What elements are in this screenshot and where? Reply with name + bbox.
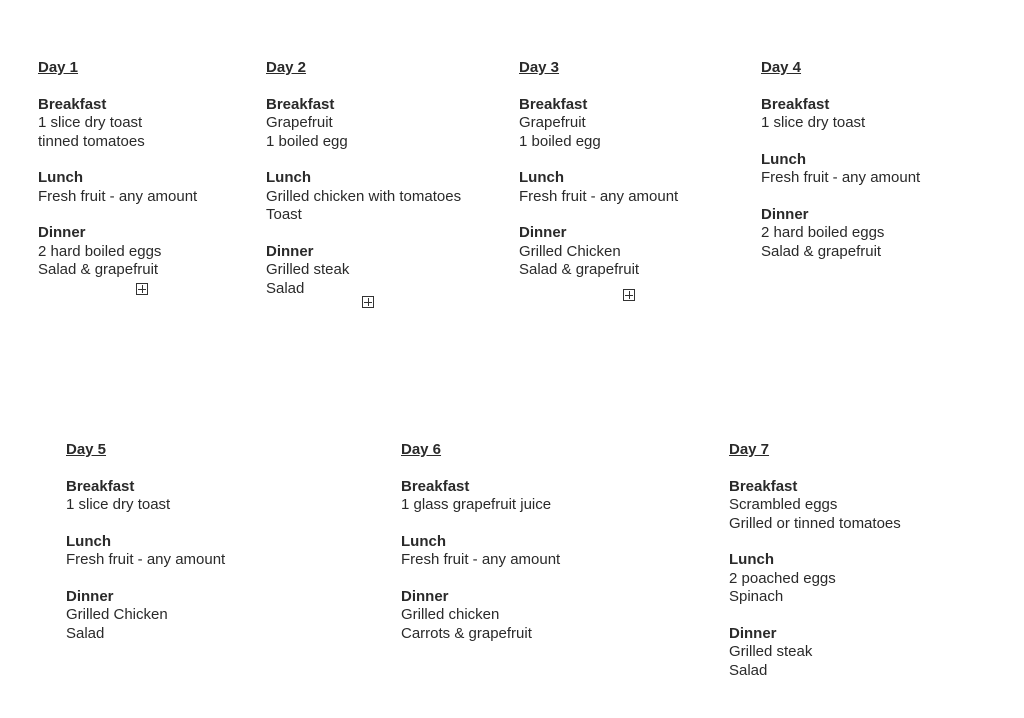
meal-item: Salad & grapefruit <box>38 261 159 278</box>
meal-name: Dinner <box>519 224 567 241</box>
meal-name: Breakfast <box>66 477 135 495</box>
meal-name: Dinner <box>401 587 449 605</box>
plus-box-icon[interactable] <box>136 283 148 295</box>
meal-item: 1 slice dry toast <box>66 496 171 513</box>
meal-dinner <box>519 224 678 280</box>
day-1 <box>38 59 197 298</box>
meal-item: Grilled chicken <box>401 606 500 623</box>
meal-item: Fresh fruit - any amount <box>401 551 561 568</box>
meal-breakfast <box>66 478 225 515</box>
meal-name: Dinner <box>761 205 809 223</box>
meal-lunch <box>266 169 461 225</box>
meal-name: Lunch <box>38 169 83 186</box>
day-title: Day 5 <box>66 441 107 458</box>
meal-item: 1 glass grapefruit juice <box>401 496 552 513</box>
meal-lunch <box>761 151 920 188</box>
meal-item: Scrambled eggs <box>729 496 838 513</box>
meal-breakfast <box>729 478 901 534</box>
meal-lunch <box>38 169 197 206</box>
meal-item: Grilled Chicken <box>519 242 621 260</box>
meal-item: Grilled or tinned tomatoes <box>729 514 901 532</box>
meal-item: 2 hard boiled eggs <box>38 242 162 260</box>
meal-item: Grilled steak <box>266 261 350 278</box>
day-title: Day 3 <box>519 59 560 76</box>
meal-item: 2 poached eggs <box>729 569 836 587</box>
day-4 <box>761 59 920 279</box>
day-2 <box>266 59 461 316</box>
meal-breakfast <box>519 96 678 152</box>
meal-item: Spinach <box>729 588 784 605</box>
meal-item: Fresh fruit - any amount <box>519 187 679 205</box>
meal-name: Lunch <box>266 169 311 186</box>
meal-name: Lunch <box>401 532 446 550</box>
meal-item: 1 boiled egg <box>266 132 348 150</box>
meal-item: 1 slice dry toast <box>761 114 866 131</box>
meal-breakfast <box>38 96 197 152</box>
day-title: Day 6 <box>401 441 442 458</box>
day-title: Day 7 <box>729 441 770 458</box>
meal-item: Grilled steak <box>729 643 813 660</box>
plus-box-icon[interactable] <box>362 296 374 308</box>
meal-item: Toast <box>266 206 302 223</box>
meal-item: Salad <box>729 661 768 679</box>
day-title: Day 2 <box>266 59 307 76</box>
day-3 <box>519 59 678 298</box>
meal-item: Salad & grapefruit <box>761 242 882 260</box>
meal-item: Fresh fruit - any amount <box>38 187 198 205</box>
meal-name: Breakfast <box>38 95 107 113</box>
day-6 <box>401 441 560 661</box>
meal-name: Dinner <box>729 624 777 642</box>
meal-item: Salad & grapefruit <box>519 261 640 278</box>
meal-item: 1 slice dry toast <box>38 114 143 131</box>
meal-item: 1 boiled egg <box>519 132 601 150</box>
meal-lunch <box>729 551 901 607</box>
meal-item: Salad <box>266 279 305 297</box>
day-5 <box>66 441 225 661</box>
meal-name: Dinner <box>38 224 86 241</box>
meal-breakfast <box>266 96 461 152</box>
meal-item: Fresh fruit - any amount <box>761 169 921 186</box>
meal-name: Breakfast <box>401 477 470 495</box>
meal-item: Grapefruit <box>519 114 586 131</box>
day-7 <box>729 441 901 698</box>
meal-dinner <box>266 243 461 299</box>
meal-lunch <box>66 533 225 570</box>
meal-dinner <box>401 588 560 644</box>
meal-item: Salad <box>66 624 105 642</box>
meal-name: Lunch <box>729 551 774 568</box>
meal-item: Carrots & grapefruit <box>401 624 532 642</box>
meal-item: tinned tomatoes <box>38 132 145 150</box>
meal-item: 2 hard boiled eggs <box>761 224 885 241</box>
meal-name: Dinner <box>266 242 314 260</box>
day-title: Day 4 <box>761 59 802 76</box>
day-title: Day 1 <box>38 59 79 76</box>
meal-lunch <box>519 169 678 206</box>
meal-item: Fresh fruit - any amount <box>66 551 226 568</box>
meal-dinner <box>729 625 901 681</box>
meal-dinner <box>38 224 197 280</box>
meal-item: Grilled chicken with tomatoes <box>266 187 462 205</box>
meal-name: Lunch <box>761 150 806 168</box>
meal-item: Grilled Chicken <box>66 606 168 623</box>
meal-name: Lunch <box>66 532 111 550</box>
meal-name: Breakfast <box>761 95 830 113</box>
meal-breakfast <box>401 478 560 515</box>
meal-lunch <box>401 533 560 570</box>
plus-box-icon[interactable] <box>623 289 635 301</box>
meal-name: Lunch <box>519 169 564 186</box>
meal-dinner <box>66 588 225 644</box>
meal-name: Dinner <box>66 587 114 605</box>
meal-name: Breakfast <box>266 95 335 113</box>
meal-name: Breakfast <box>729 477 798 495</box>
meal-dinner <box>761 206 920 262</box>
meal-breakfast <box>761 96 920 133</box>
meal-item: Grapefruit <box>266 114 333 131</box>
meal-name: Breakfast <box>519 95 588 113</box>
